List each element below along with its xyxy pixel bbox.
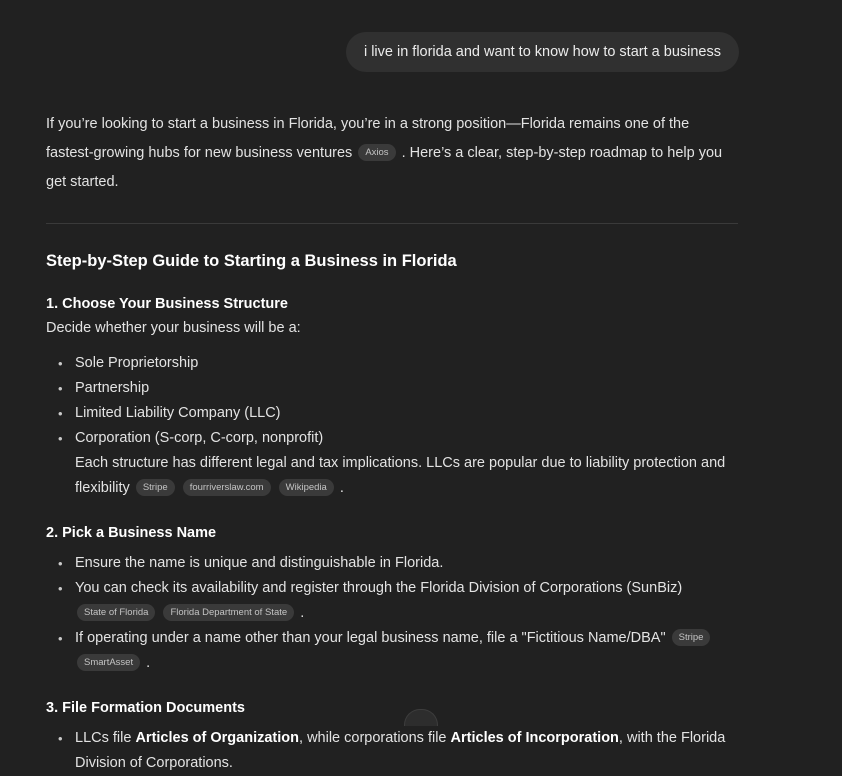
step-2-bullet-3-citations [75,651,739,676]
citation-chip-axios[interactable]: Axios [358,144,395,161]
citation-chip-fourriverslaw[interactable]: fourriverslaw.com [183,479,271,496]
step-2-bullet-2-citations [75,601,739,626]
step-1-note [46,451,739,501]
step-2-bullet-2-text: You can check its availability and register through the Florida Division of Corporations (SunBiz) [75,580,683,596]
user-message-row [0,0,842,72]
section-divider [46,223,738,224]
step-3-bold-articles-of-organization: Articles of Organization [135,730,300,746]
step-1-lead: Decide whether your business will be a: [46,320,301,336]
step-2-title: 2. Pick a Business Name [46,525,217,541]
step-1-note-end: . [339,480,344,496]
list-item [46,726,739,776]
step-3-bold-articles-of-incorporation: Articles of Incorporation [450,730,619,746]
assistant-intro-paragraph [46,110,739,197]
step-2-bullet-3-text: If operating under a name other than your legal business name, file a "Fictitious Name/DBA" [75,630,666,646]
list-item: • Corporation (S-corp, C-corp, nonprofit) [46,426,739,451]
step-2-bullet-3-end: . [146,655,151,671]
citation-chip-wikipedia[interactable]: Wikipedia [279,479,334,496]
step-2-bullet-list [46,551,739,676]
step-1-bullet-list [46,351,739,451]
step-3-bullet-1-prefix: LLCs file [75,730,136,746]
intro-text-part-2: . Here’s a clear, step-by-step roadmap to help you get started. [46,145,723,190]
citation-chip-stripe[interactable]: Stripe [136,479,175,496]
citation-chip-state-of-florida[interactable]: State of Florida [77,604,155,621]
assistant-message [0,72,842,776]
list-item: • Ensure the name is unique and distinguishable in Florida. [46,551,739,576]
list-item: • Partnership [46,376,739,401]
intro-text-part-1: If you’re looking to start a business in Florida, you’re in a strong position—Florida remains one of the fastest-growing hubs for new business ventures [46,116,690,161]
step-1-title: 1. Choose Your Business Structure [46,296,288,312]
step-3-bullet-1-mid: , while corporations file [299,730,451,746]
list-item: • Limited Liability Company (LLC) [46,401,739,426]
step-2-bullet-2-end: . [300,605,305,621]
citation-chip-florida-department-of-state[interactable]: Florida Department of State [163,604,294,621]
list-item [46,626,739,676]
list-item: • Sole Proprietorship [46,351,739,376]
list-item [46,576,739,626]
citation-chip-smartasset[interactable]: SmartAsset [77,654,140,671]
user-message-bubble: i live in florida and want to know how to start a business [346,32,739,72]
step-3-title: 3. File Formation Documents [46,700,245,716]
citation-chip-stripe-2[interactable]: Stripe [672,629,711,646]
page-title: Step-by-Step Guide to Starting a Business in Florida [46,252,457,270]
step-1-note-text: Each structure has different legal and tax implications. LLCs are popular due to liability protection and flexibility [75,455,726,496]
step-3-bullet-1-suffix: , with the Florida Division of Corporations. [75,730,726,771]
step-3-bullet-list [46,726,739,776]
